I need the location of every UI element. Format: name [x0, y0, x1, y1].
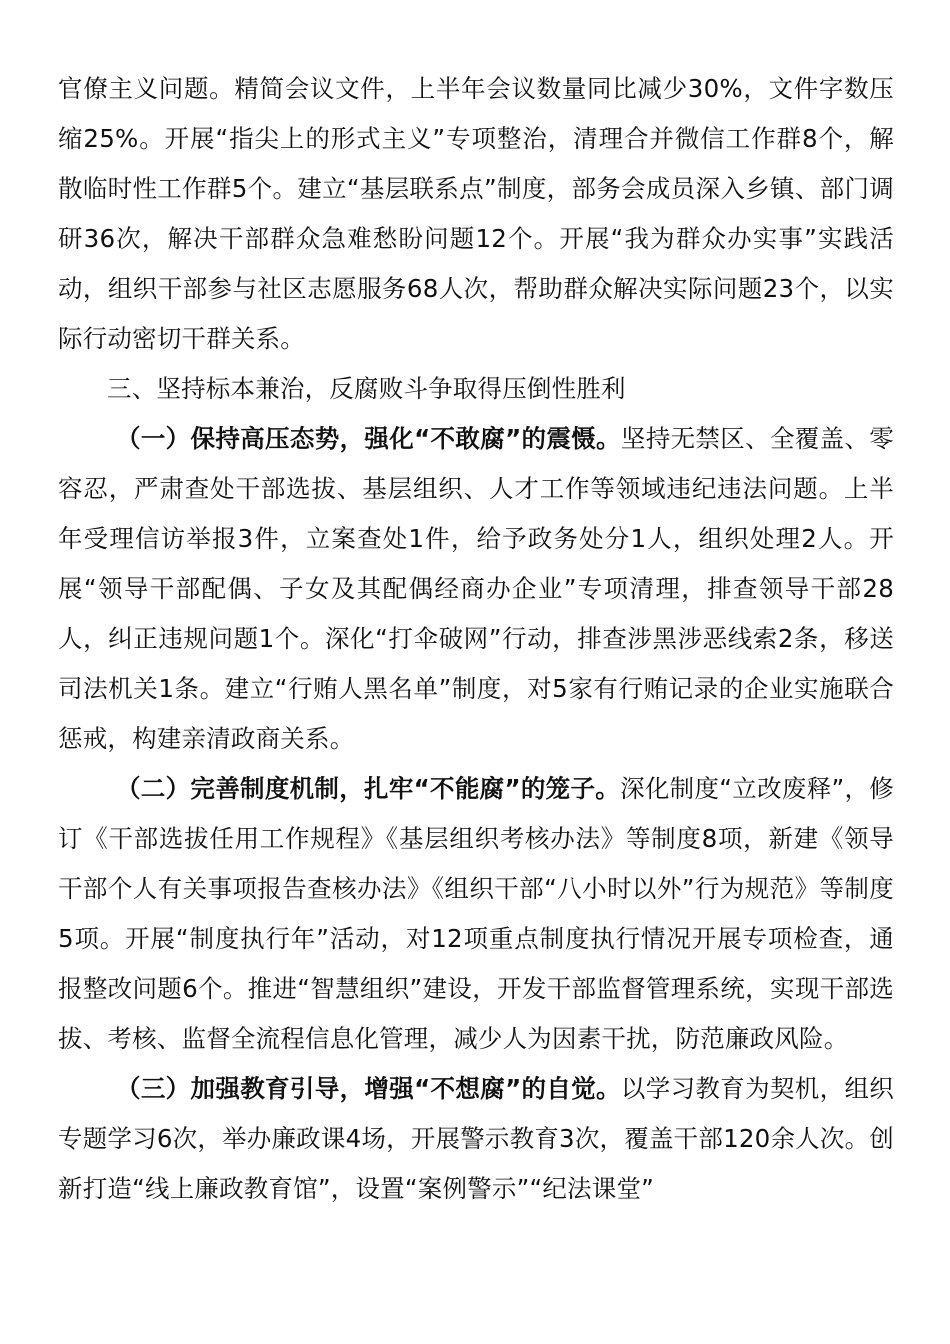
paragraph-item-two: [58, 764, 894, 1064]
paragraph-text: 以学习教育为契机，组织专题学习6次，举办廉政课4场，开展警示教育3次，覆盖干部120余人次。创新打造“线上廉政教育馆”，设置“案例警示”“纪法课堂”: [58, 1074, 895, 1203]
paragraph-lead-bold: （一）保持高压态势，强化“不敢腐”的震慑。: [116, 424, 621, 453]
paragraph-bureaucratism-continuation: [58, 64, 894, 364]
paragraph-text: 官僚主义问题。精简会议文件，上半年会议数量同比减少30%，文件字数压缩25%。开展“指尖上的形式主义”专项整治，清理合并微信工作群8个，解散临时性工作群5个。建立“基层联系点”制度，部务会成员深入乡镇、部门调研36次，解决干部群众急难愁盼问题12个。开展“我为群众办实事”实践活动，组织干部参与社区志愿服务68人次，帮助群众解决实际问题23个，以实际行动密切干群关系。: [58, 74, 894, 353]
document-body: [58, 64, 894, 1214]
paragraph-lead-bold: （三）加强教育引导，增强“不想腐”的自觉。: [116, 1074, 621, 1103]
section-heading-text: 三、坚持标本兼治，反腐败斗争取得压倒性胜利: [107, 374, 626, 403]
paragraph-item-one: [58, 414, 894, 764]
paragraph-lead-bold: （二）完善制度机制，扎牢“不能腐”的笼子。: [116, 774, 621, 803]
section-heading-three: [58, 364, 894, 414]
paragraph-text: 坚持无禁区、全覆盖、零容忍，严肃查处干部选拔、基层组织、人才工作等领域违纪违法问题。上半年受理信访举报3件，立案查处1件，给予政务处分1人，组织处理2人。开展“领导干部配偶、子女及其配偶经商办企业”专项清理，排查领导干部28人，纠正违规问题1个。深化“打伞破网”行动，排查涉黑涉恶线索2条，移送司法机关1条。建立“行贿人黑名单”制度，对5家有行贿记录的企业实施联合惩戒，构建亲清政商关系。: [58, 424, 895, 753]
paragraph-item-three: [58, 1064, 894, 1214]
paragraph-text: 深化制度“立改废释”，修订《干部选拔任用工作规程》《基层组织考核办法》等制度8项，新建《领导干部个人有关事项报告查核办法》《组织干部“八小时以外”行为规范》等制度5项。开展“制度执行年”活动，对12项重点制度执行情况开展专项检查，通报整改问题6个。推进“智慧组织”建设，开发干部监督管理系统，实现干部选拔、考核、监督全流程信息化管理，减少人为因素干扰，防范廉政风险。: [58, 774, 894, 1053]
